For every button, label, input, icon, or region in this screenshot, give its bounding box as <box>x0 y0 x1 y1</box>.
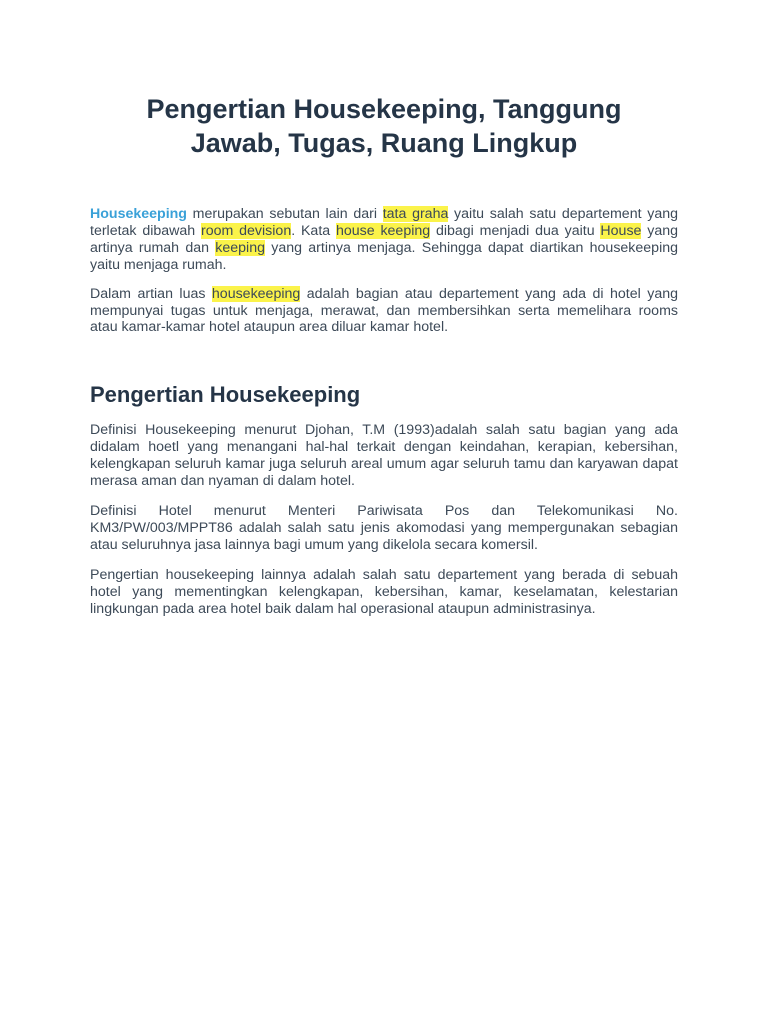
text-run: . Kata <box>291 222 336 239</box>
text-run: yang artinya rumah dan <box>90 222 679 256</box>
section-paragraph-pengertian-lainnya: Pengertian housekeeping lainnya adalah salah satu departement yang berada di sebuah hotel yang mementingkan kelengkapan, kebersihan, kamar, keselamatan, kelestarian lingkungan pada area hotel baik dalam hal operasional ataupun administrasinya. <box>90 566 678 617</box>
intro-paragraph-2 <box>90 286 678 337</box>
document-page <box>90 92 678 617</box>
highlight-room-devision: room devision <box>201 222 292 239</box>
page-title: Pengertian Housekeeping, Tanggung Jawab, Tugas, Ruang Lingkup <box>146 94 622 158</box>
highlight-tata-graha: tata graha <box>382 206 449 222</box>
highlight-house: House <box>600 222 642 239</box>
keyword-housekeeping-link[interactable]: Housekeeping <box>90 206 187 222</box>
highlight-house-keeping: house keeping <box>335 222 431 239</box>
text-run: dibagi menjadi dua yaitu <box>430 222 601 239</box>
section-paragraph-definisi-housekeeping: Definisi Housekeeping menurut Djohan, T.M (1993)adalah salah satu bagian yang ada didalam hoetl yang menangani hal-hal terkait dengan keindahan, kerapian, kebersihan, kelengkapan seluruh kamar juga seluruh areal umum agar seluruh tamu dan karyawan dapat merasa aman dan nyaman di dalam hotel. <box>90 422 678 490</box>
section-heading: Pengertian Housekeeping <box>90 382 361 408</box>
highlight-housekeeping: housekeeping <box>211 285 301 302</box>
highlight-keeping: keeping <box>215 239 265 256</box>
section-paragraph-definisi-hotel: Definisi Hotel menurut Menteri Pariwisata Pos dan Telekomunikasi No. KM3/PW/003/MPPT86 adalah salah satu jenis akomodasi yang mempergunakan sebagian atau seluruhnya jasa lainnya bagi umum yang dikelola secara komersil. <box>90 502 678 553</box>
intro-paragraph-1 <box>90 206 678 274</box>
text-run: yang artinya menjaga. Sehingga dapat diartikan housekeeping yaitu menjaga rumah. <box>90 239 679 273</box>
text-run: Dalam artian luas <box>90 285 212 302</box>
text-run: adalah bagian atau departement yang ada di hotel yang mempunyai tugas untuk menjaga, merawat, dan membersihkan serta memelihara rooms atau kamar-kamar hotel ataupun area diluar kamar hotel. <box>90 285 678 336</box>
text-run: yaitu salah satu departement yang terletak dibawah <box>90 206 678 239</box>
text-run: merupakan sebutan lain dari <box>186 206 383 222</box>
